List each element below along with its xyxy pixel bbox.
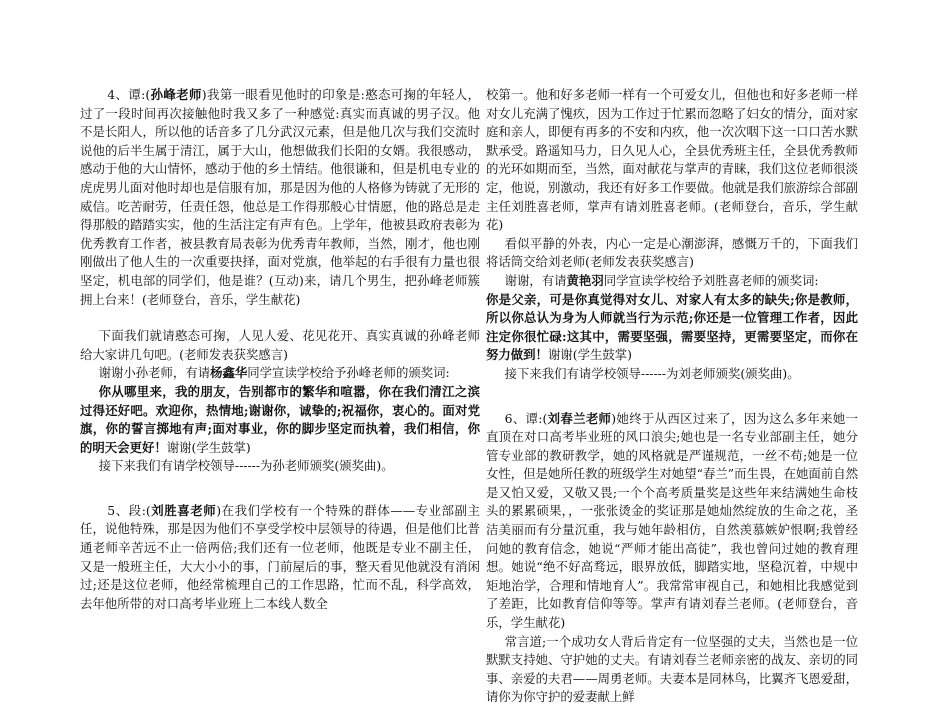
thanks-paragraph (80, 364, 480, 383)
paragraph-5 (80, 502, 480, 614)
award-citation-text: 你是父亲，可是你真觉得对女儿、对家人有太多的缺失;你是教师，所以你总认为身为人师就当行为示范;你还是一位管理工作者，因此注定你很忙碌:这其中，需要坚强，需要坚持，更需要坚定，而你在努力做到！ (486, 291, 858, 363)
section-label: 4、谭:( (107, 87, 151, 102)
paragraph-text: )我第一眼看见他时的印象是:憨态可掬的年轻人，过了一段时间再次接触他时我又多了一种感觉:真实而真诚的男子汉。他不是长阳人，所以他的话音多了几分武汉元素，但是他几次与我们交流时说他的后半生属于清江，属于大山，他想做我们长阳的女婿。我很感动，感动于他的大山情怀，感动于他的乡土情结。他很谦和，但是机电专业的虎虎男儿面对他时却也是信服有加，那是因为他的人格修为铸就了无形的威信。吃苦耐劳，任责任怨，他总是工作得那般心甘情愿，他的路总是走得那般的踏踏实实，他的生活注定有声有色。上学年，他被县政府表彰为优秀教育工作者，被县教育局表彰为优秀青年教师，当然，刚才，他也刚刚做出了他人生的一次重要抉择，面对党旗，他举起的右手很有力量也很坚定，机电部的同学们，他是谁？(互动)来，请几个男生，把孙峰老师簇拥上台来！(老师登台，音乐，学生献花) (80, 87, 480, 307)
calm-paragraph: 看似平静的外表，内心一定是心潮澎湃，感慨万千的，下面我们将话筒交给刘老师(老师发表获奖感言) (486, 235, 858, 270)
teacher-name: 刘春兰老师 (547, 410, 612, 426)
applause-note: 谢谢(学生鼓掌) (166, 439, 251, 455)
paragraph-6 (486, 410, 858, 633)
intro-paragraph: 下面我们就请憨态可掬，人见人爱、花见花开、真实真诚的孙峰老师给大家讲几句吧。(老师发表获奖感言) (80, 328, 480, 362)
student-name: 黄艳羽 (566, 272, 604, 288)
section-label: 5、段:( (107, 502, 151, 518)
paragraph-4 (80, 86, 480, 309)
student-name: 杨鑫华 (210, 365, 248, 381)
thanks-paragraph (486, 272, 858, 291)
paragraph-text: )她终于从西区过来了，因为这么多年来她一直顶在对口高考毕业班的风口浪尖;她也是一名专业部副主任，她分管专业部的教研教学，她的风格就是严谨规范，一丝不苟;她是一位女性，但是她所任教的班级学生对她望“春兰”而生畏，在她面前自然是又怕又爱，又敬又畏;一个个高考质量奖是这些年来结满她生命枝头的累累硕果，，一张张烫金的奖证那是她灿然绽放的生命之花，圣洁美丽而有分量沉重，我与她年龄相仿，自然羡慕嫉妒恨啊;我曾经问她的教育信念，她说“严师才能出高徒”，我也曾问过她的教育理想。她说“绝不好高骛远，眼界放低，脚踏实地，坚稳沉着，中规中矩地治学，合理和情地育人”。我常常审视自己，和她相比我感觉到了差距，比如教育信仰等等。掌声有请刘春兰老师。(老师登台，音乐，学生献花) (486, 410, 858, 631)
leader-paragraph: 接下来我们有请学校领导------为孙老师颁奖(颁奖曲)。 (98, 458, 394, 474)
thanks-text: 谢谢，有请 (504, 272, 567, 288)
thanks-text-end: 同学宣读学校给予孙峰老师的颁奖词: (247, 365, 450, 381)
teacher-name: 孙峰老师 (150, 87, 202, 102)
award-citation-text: 你从哪里来，我的朋友，告别都市的繁华和喧嚣，你在我们清江之滨过得还好吧。欢迎你，热情地;谢谢你，诚挚的;祝福你，衷心的。面对党旗，你的誓言掷地有声;面对事业，你的脚步坚定而执着，我们相信，你的明天会更好！ (80, 383, 480, 455)
teacher-name: 刘胜喜老师 (150, 502, 217, 518)
section-label: 6、谭:( (504, 410, 548, 426)
award-citation (80, 383, 480, 457)
paragraph-5-continued: 校第一。他和好多老师一样有一个可爱女儿，但他也和好多老师一样对女儿充满了愧疚，因为工作过于忙累而忽略了妇女的情分，面对家庭和亲人，即便有再多的不安和内疚，他一次次咽下这一口口苦水默默承受。路遥知马力，日久见人心，全县优秀班主任，全县优秀教师的光环如期而至，当然，面对献花与掌声的青睐，我们这位老师很淡定，他说，别激动，我还有好多工作要做。他就是我们旅游综合部副主任刘胜喜老师，掌声有请刘胜喜老师。(老师登台，音乐，学生献花) (486, 87, 858, 233)
left-column (80, 86, 480, 613)
award-citation (486, 291, 858, 365)
leader-paragraph: 接下来我们有请学校领导------为刘老师颁奖(颁奖曲)。 (504, 365, 800, 381)
paragraph-text: )在我们学校有一个特殊的群体——专业部副主任，说他特殊，那是因为他们不享受学校中层领导的待遇，但是他们比普通老师辛苦远不止一倍两倍;我们还有一位老师，他既是专业不副主任，又是一般班主任，大大小小的事，门前屋后的事，整天看见他就没有消闲过;还是这位老师，他经常梳理自己的工作思路，忙而不乱，科学高效，去年他所带的对口高考毕业班上二本线人数全 (80, 502, 480, 611)
husband-intro-paragraph: 常言道;一个成功女人背后肯定有一位坚强的丈夫，当然也是一位默默支持她、守护她的丈夫。有请刘春兰老师亲密的战友、亲切的同事、亲爱的夫君——周勇老师。夫妻本是同林鸟，比翼齐飞恩爱甜，请你为你守护的爱妻献上鲜 (486, 633, 858, 705)
thanks-text: 谢谢小孙老师，有请 (98, 365, 211, 381)
thanks-text-end: 同学宣读学校给予刘胜喜老师的颁奖词: (603, 272, 819, 288)
applause-note: 谢谢(学生鼓掌) (547, 347, 632, 363)
right-column (486, 86, 858, 707)
